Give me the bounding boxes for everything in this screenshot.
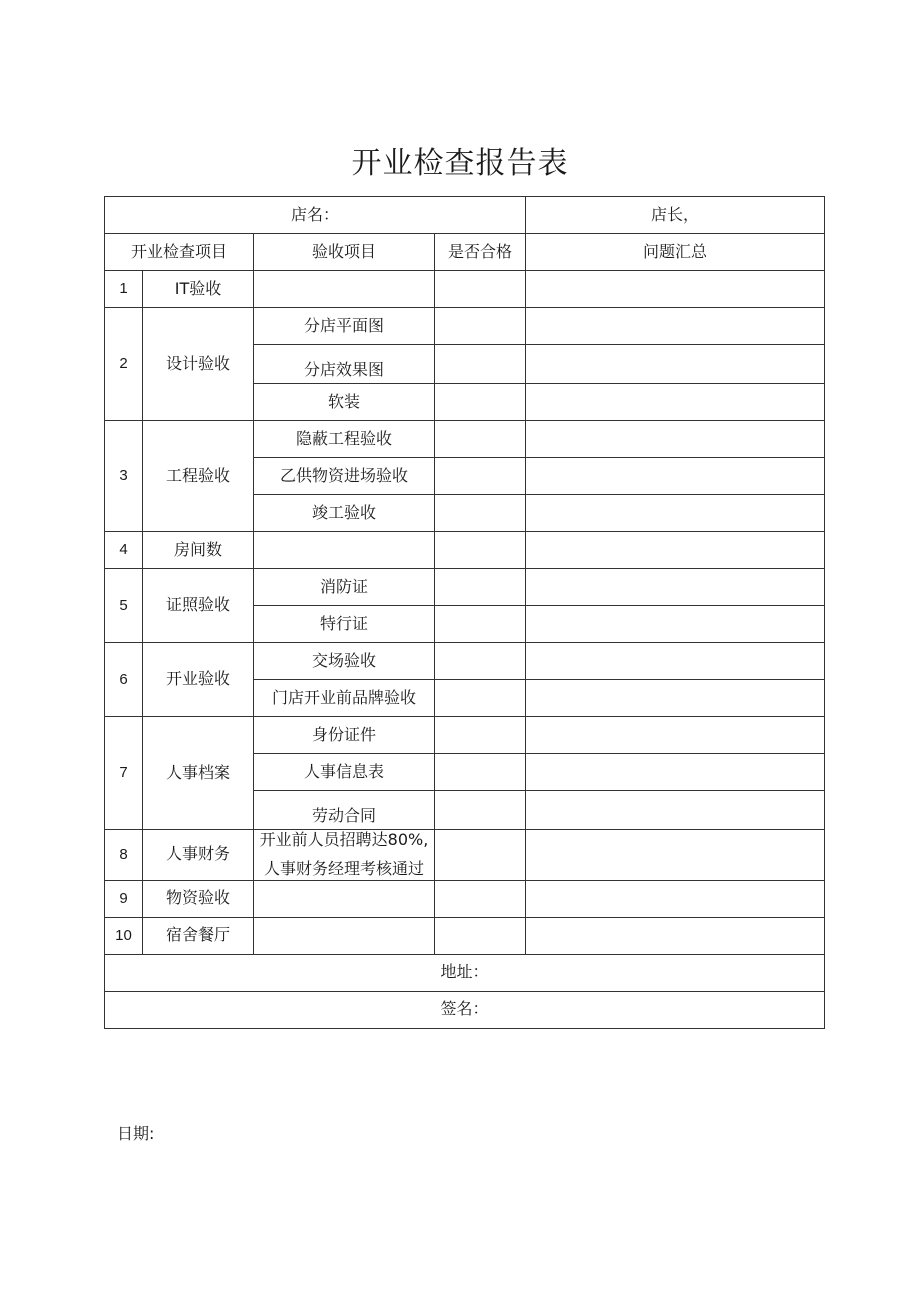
store-name-label: 店名： (291, 204, 340, 224)
row-number: 7 (105, 717, 143, 830)
pass-cell[interactable] (435, 680, 526, 717)
pass-cell[interactable] (435, 532, 526, 569)
pass-cell[interactable] (435, 569, 526, 606)
column-header-item: 验收项目 (254, 234, 435, 271)
issues-cell[interactable] (526, 680, 825, 717)
row-number: 2 (105, 308, 143, 421)
inspection-table (104, 196, 825, 1029)
item-cell[interactable] (254, 271, 435, 308)
row-category: 开业验收 (143, 643, 254, 717)
pass-cell[interactable] (435, 754, 526, 791)
item-cell: 劳动合同 (254, 791, 435, 830)
pass-cell[interactable] (435, 791, 526, 830)
table-row (105, 569, 825, 606)
table-row (105, 532, 825, 569)
signature-label: 签名： (440, 999, 489, 1019)
store-info-row (105, 197, 825, 234)
address-field[interactable] (105, 954, 825, 991)
item-cell: 交场验收 (254, 643, 435, 680)
row-number: 5 (105, 569, 143, 643)
issues-cell[interactable] (526, 495, 825, 532)
pass-cell[interactable] (435, 643, 526, 680)
pass-cell[interactable] (435, 384, 526, 421)
pass-cell[interactable] (435, 495, 526, 532)
item-line: 开业前人员招聘达80%, (259, 830, 429, 849)
column-header-row (105, 234, 825, 271)
row-number: 4 (105, 532, 143, 569)
address-row (105, 954, 825, 991)
row-category: 工程验收 (143, 421, 254, 532)
item-cell: 竣工验收 (254, 495, 435, 532)
table-row (105, 917, 825, 954)
row-category: 人事档案 (143, 717, 254, 830)
pass-cell[interactable] (435, 308, 526, 345)
page-title: 开业检查报告表 (351, 146, 569, 181)
item-cell: 乙供物资进场验收 (254, 458, 435, 495)
table-row (105, 271, 825, 308)
issues-cell[interactable] (526, 569, 825, 606)
pass-cell[interactable] (435, 458, 526, 495)
row-number: 3 (105, 421, 143, 532)
row-category: 宿舍餐厅 (143, 917, 254, 954)
item-cell: 分店效果图 (254, 345, 435, 384)
address-label: 地址： (440, 962, 489, 982)
issues-cell[interactable] (526, 791, 825, 830)
item-cell: 软装 (254, 384, 435, 421)
item-cell[interactable] (254, 880, 435, 917)
item-cell[interactable] (254, 532, 435, 569)
table-row (105, 421, 825, 458)
row-category: 物资验收 (143, 880, 254, 917)
issues-cell[interactable] (526, 754, 825, 791)
manager-field[interactable] (526, 197, 825, 234)
column-header-category: 开业检查项目 (105, 234, 254, 271)
item-cell: 门店开业前品牌验收 (254, 680, 435, 717)
item-cell (254, 830, 435, 881)
store-name-field[interactable] (105, 197, 526, 234)
issues-cell[interactable] (526, 880, 825, 917)
table-row (105, 830, 825, 881)
date-label: 日期: (117, 1124, 155, 1143)
pass-cell[interactable] (435, 717, 526, 754)
column-header-issues: 问题汇总 (526, 234, 825, 271)
item-cell: 人事信息表 (254, 754, 435, 791)
signature-field[interactable] (105, 991, 825, 1028)
row-category: IT验收 (143, 271, 254, 308)
pass-cell[interactable] (435, 917, 526, 954)
issues-cell[interactable] (526, 532, 825, 569)
issues-cell[interactable] (526, 271, 825, 308)
item-cell: 身份证件 (254, 717, 435, 754)
row-number: 8 (105, 830, 143, 881)
item-cell: 消防证 (254, 569, 435, 606)
item-cell: 分店平面图 (254, 308, 435, 345)
pass-cell[interactable] (435, 345, 526, 384)
issues-cell[interactable] (526, 421, 825, 458)
row-category: 设计验收 (143, 308, 254, 421)
issues-cell[interactable] (526, 345, 825, 384)
row-number: 9 (105, 880, 143, 917)
table-row (105, 880, 825, 917)
row-number: 10 (105, 917, 143, 954)
item-cell: 特行证 (254, 606, 435, 643)
issues-cell[interactable] (526, 917, 825, 954)
signature-row (105, 991, 825, 1028)
row-number: 6 (105, 643, 143, 717)
manager-label: 店长， (651, 204, 700, 224)
issues-cell[interactable] (526, 643, 825, 680)
item-line: 人事财务经理考核通过 (263, 858, 424, 878)
item-cell: 隐蔽工程验收 (254, 421, 435, 458)
pass-cell[interactable] (435, 830, 526, 881)
issues-cell[interactable] (526, 308, 825, 345)
issues-cell[interactable] (526, 717, 825, 754)
pass-cell[interactable] (435, 606, 526, 643)
column-header-pass: 是否合格 (435, 234, 526, 271)
table-row (105, 308, 825, 345)
issues-cell[interactable] (526, 384, 825, 421)
row-category: 人事财务 (143, 830, 254, 881)
row-number: 1 (105, 271, 143, 308)
pass-cell[interactable] (435, 271, 526, 308)
row-category: 证照验收 (143, 569, 254, 643)
pass-cell[interactable] (435, 880, 526, 917)
pass-cell[interactable] (435, 421, 526, 458)
table-row (105, 717, 825, 754)
item-cell[interactable] (254, 917, 435, 954)
row-category: 房间数 (143, 532, 254, 569)
table-row (105, 643, 825, 680)
issues-cell[interactable] (526, 830, 825, 881)
issues-cell[interactable] (526, 458, 825, 495)
issues-cell[interactable] (526, 606, 825, 643)
